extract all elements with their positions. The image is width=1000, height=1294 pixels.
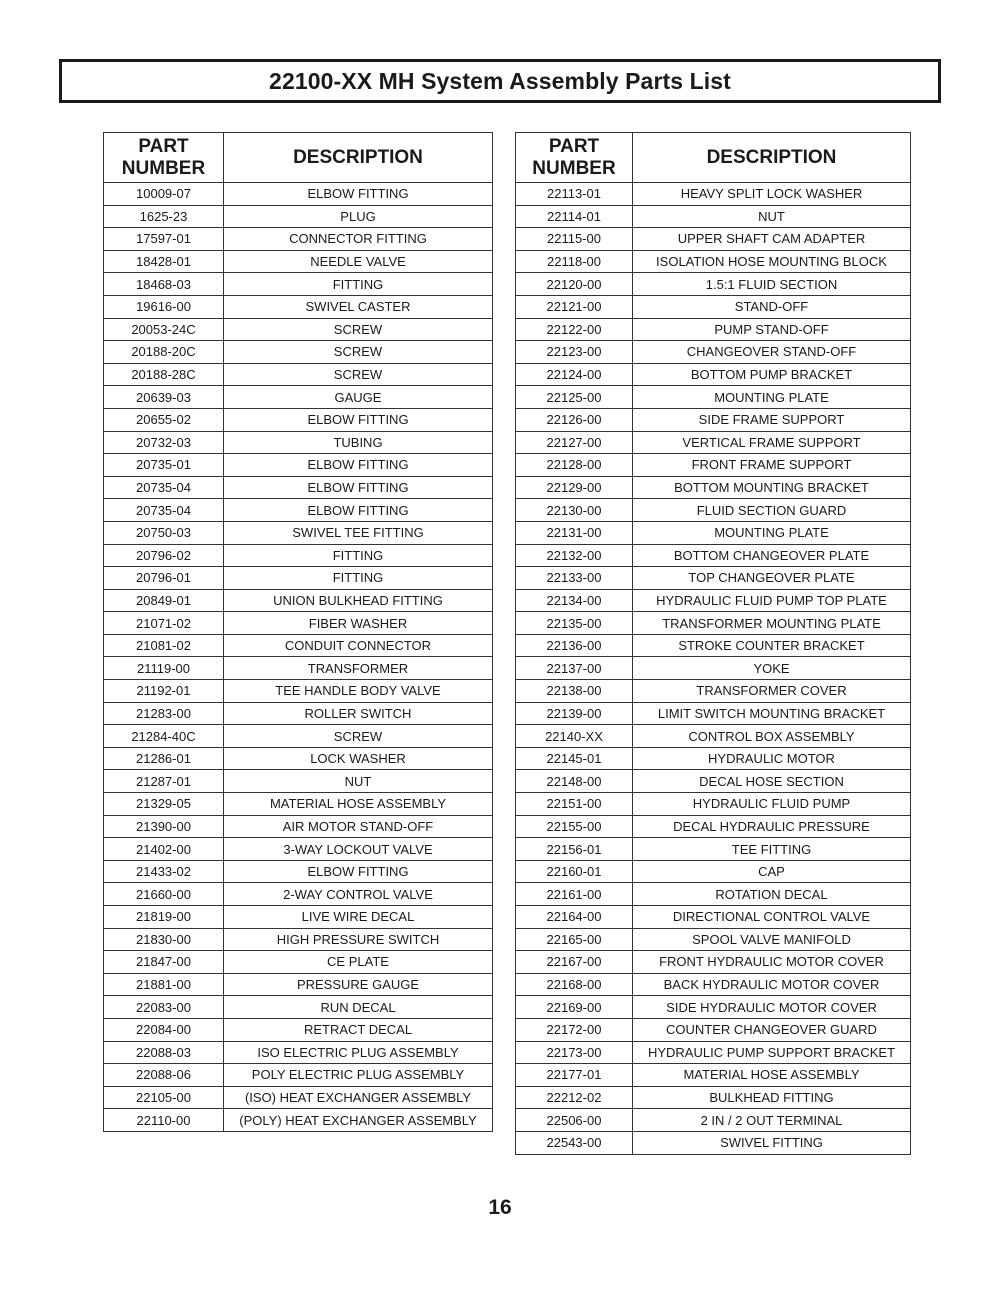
part-number-cell: 22084-00 bbox=[104, 1018, 224, 1041]
table-row bbox=[516, 521, 911, 544]
description-cell: 1.5:1 FLUID SECTION bbox=[633, 273, 911, 296]
title-box bbox=[59, 59, 941, 103]
table-row bbox=[516, 747, 911, 770]
description-cell: FRONT HYDRAULIC MOTOR COVER bbox=[633, 951, 911, 974]
table-row bbox=[516, 408, 911, 431]
table-row bbox=[104, 567, 493, 590]
description-cell: LIMIT SWITCH MOUNTING BRACKET bbox=[633, 702, 911, 725]
part-number-cell: 20053-24C bbox=[104, 318, 224, 341]
part-number-cell: 22137-00 bbox=[516, 657, 633, 680]
part-number-cell: 21881-00 bbox=[104, 973, 224, 996]
part-number-cell: 18428-01 bbox=[104, 250, 224, 273]
description-cell: DIRECTIONAL CONTROL VALVE bbox=[633, 906, 911, 929]
description-cell: FIBER WASHER bbox=[224, 612, 493, 635]
table-row bbox=[516, 702, 911, 725]
table-row bbox=[104, 1109, 493, 1132]
part-number-header bbox=[516, 133, 633, 183]
part-header-line1: PART bbox=[548, 135, 600, 157]
description-cell: PUMP STAND-OFF bbox=[633, 318, 911, 341]
table-row bbox=[516, 883, 911, 906]
description-cell: SIDE HYDRAULIC MOTOR COVER bbox=[633, 996, 911, 1019]
description-cell: (POLY) HEAT EXCHANGER ASSEMBLY bbox=[224, 1109, 493, 1132]
description-cell: CHANGEOVER STAND-OFF bbox=[633, 341, 911, 364]
part-number-cell: 22177-01 bbox=[516, 1064, 633, 1087]
part-number-cell: 22124-00 bbox=[516, 363, 633, 386]
description-cell: ELBOW FITTING bbox=[224, 860, 493, 883]
description-cell: ELBOW FITTING bbox=[224, 183, 493, 206]
description-cell: 3-WAY LOCKOUT VALVE bbox=[224, 838, 493, 861]
description-cell: COUNTER CHANGEOVER GUARD bbox=[633, 1018, 911, 1041]
description-cell: (ISO) HEAT EXCHANGER ASSEMBLY bbox=[224, 1086, 493, 1109]
table-row bbox=[516, 205, 911, 228]
part-number-cell: 21433-02 bbox=[104, 860, 224, 883]
part-number-cell: 22169-00 bbox=[516, 996, 633, 1019]
table-row bbox=[104, 634, 493, 657]
table-row bbox=[104, 521, 493, 544]
part-number-cell: 22131-00 bbox=[516, 521, 633, 544]
table-row bbox=[516, 815, 911, 838]
description-header: DESCRIPTION bbox=[633, 133, 911, 183]
part-number-cell: 22130-00 bbox=[516, 499, 633, 522]
table-row bbox=[516, 1131, 911, 1154]
table-row bbox=[104, 1041, 493, 1064]
part-number-cell: 22167-00 bbox=[516, 951, 633, 974]
description-cell: 2-WAY CONTROL VALVE bbox=[224, 883, 493, 906]
page-title: 22100-XX MH System Assembly Parts List bbox=[269, 67, 731, 94]
part-number-cell: 22135-00 bbox=[516, 612, 633, 635]
part-number-cell: 21286-01 bbox=[104, 747, 224, 770]
table-header-row bbox=[516, 133, 911, 183]
parts-table-right bbox=[515, 132, 911, 1155]
part-number-cell: 22543-00 bbox=[516, 1131, 633, 1154]
table-row bbox=[516, 1041, 911, 1064]
part-number-cell: 22168-00 bbox=[516, 973, 633, 996]
table-row bbox=[104, 747, 493, 770]
table-row bbox=[104, 838, 493, 861]
part-number-cell: 21283-00 bbox=[104, 702, 224, 725]
table-row bbox=[516, 680, 911, 703]
part-number-cell: 22155-00 bbox=[516, 815, 633, 838]
part-number-cell: 22115-00 bbox=[516, 228, 633, 251]
description-cell: MATERIAL HOSE ASSEMBLY bbox=[224, 793, 493, 816]
part-number-cell: 21329-05 bbox=[104, 793, 224, 816]
description-cell: LIVE WIRE DECAL bbox=[224, 906, 493, 929]
part-number-cell: 20188-20C bbox=[104, 341, 224, 364]
part-number-cell: 22148-00 bbox=[516, 770, 633, 793]
description-cell: HEAVY SPLIT LOCK WASHER bbox=[633, 183, 911, 206]
table-row bbox=[516, 634, 911, 657]
description-cell: BOTTOM CHANGEOVER PLATE bbox=[633, 544, 911, 567]
table-row bbox=[104, 612, 493, 635]
description-cell: TEE FITTING bbox=[633, 838, 911, 861]
part-number-cell: 22126-00 bbox=[516, 408, 633, 431]
table-row bbox=[104, 1086, 493, 1109]
description-cell: SCREW bbox=[224, 725, 493, 748]
table-row bbox=[516, 273, 911, 296]
table-row bbox=[516, 363, 911, 386]
part-number-header bbox=[104, 133, 224, 183]
description-cell: HYDRAULIC PUMP SUPPORT BRACKET bbox=[633, 1041, 911, 1064]
table-row bbox=[516, 499, 911, 522]
part-number-cell: 22118-00 bbox=[516, 250, 633, 273]
part-number-cell: 22164-00 bbox=[516, 906, 633, 929]
description-cell: CONDUIT CONNECTOR bbox=[224, 634, 493, 657]
table-row bbox=[104, 295, 493, 318]
description-cell: ELBOW FITTING bbox=[224, 476, 493, 499]
description-cell: SWIVEL TEE FITTING bbox=[224, 521, 493, 544]
description-cell: BACK HYDRAULIC MOTOR COVER bbox=[633, 973, 911, 996]
table-row bbox=[104, 815, 493, 838]
description-cell: ELBOW FITTING bbox=[224, 454, 493, 477]
table-row bbox=[516, 431, 911, 454]
part-number-cell: 22088-03 bbox=[104, 1041, 224, 1064]
table-row bbox=[516, 341, 911, 364]
table-row bbox=[516, 454, 911, 477]
part-number-cell: 20188-28C bbox=[104, 363, 224, 386]
description-cell: ELBOW FITTING bbox=[224, 499, 493, 522]
part-number-cell: 21402-00 bbox=[104, 838, 224, 861]
description-cell: UPPER SHAFT CAM ADAPTER bbox=[633, 228, 911, 251]
table-row bbox=[104, 228, 493, 251]
table-row bbox=[104, 499, 493, 522]
part-number-cell: 22173-00 bbox=[516, 1041, 633, 1064]
description-cell: TRANSFORMER MOUNTING PLATE bbox=[633, 612, 911, 635]
part-number-cell: 22121-00 bbox=[516, 295, 633, 318]
description-cell: FLUID SECTION GUARD bbox=[633, 499, 911, 522]
part-number-cell: 21119-00 bbox=[104, 657, 224, 680]
description-cell: SWIVEL CASTER bbox=[224, 295, 493, 318]
table-row bbox=[104, 589, 493, 612]
description-cell: YOKE bbox=[633, 657, 911, 680]
part-number-cell: 22139-00 bbox=[516, 702, 633, 725]
table-row bbox=[516, 1064, 911, 1087]
table-row bbox=[104, 725, 493, 748]
part-number-cell: 20796-01 bbox=[104, 567, 224, 590]
part-number-cell: 20735-04 bbox=[104, 476, 224, 499]
part-number-cell: 21071-02 bbox=[104, 612, 224, 635]
description-cell: SCREW bbox=[224, 363, 493, 386]
table-row bbox=[516, 250, 911, 273]
description-cell: TRANSFORMER COVER bbox=[633, 680, 911, 703]
description-cell: TOP CHANGEOVER PLATE bbox=[633, 567, 911, 590]
description-cell: NEEDLE VALVE bbox=[224, 250, 493, 273]
table-row bbox=[104, 657, 493, 680]
part-number-cell: 22114-01 bbox=[516, 205, 633, 228]
description-cell: HYDRAULIC FLUID PUMP TOP PLATE bbox=[633, 589, 911, 612]
description-cell: FITTING bbox=[224, 273, 493, 296]
description-cell: HYDRAULIC MOTOR bbox=[633, 747, 911, 770]
part-number-cell: 20639-03 bbox=[104, 386, 224, 409]
part-number-cell: 22120-00 bbox=[516, 273, 633, 296]
table-row bbox=[516, 318, 911, 341]
part-number-cell: 21284-40C bbox=[104, 725, 224, 748]
description-cell: MOUNTING PLATE bbox=[633, 521, 911, 544]
description-cell: STAND-OFF bbox=[633, 295, 911, 318]
description-cell: DECAL HYDRAULIC PRESSURE bbox=[633, 815, 911, 838]
table-row bbox=[516, 1086, 911, 1109]
table-row bbox=[516, 567, 911, 590]
description-cell: SCREW bbox=[224, 341, 493, 364]
table-row bbox=[516, 612, 911, 635]
table-row bbox=[104, 770, 493, 793]
table-row bbox=[516, 183, 911, 206]
table-row bbox=[516, 838, 911, 861]
table-row bbox=[516, 589, 911, 612]
table-row bbox=[104, 883, 493, 906]
table-row bbox=[516, 996, 911, 1019]
part-number-cell: 22122-00 bbox=[516, 318, 633, 341]
table-row bbox=[104, 906, 493, 929]
table-row bbox=[104, 341, 493, 364]
part-number-cell: 22156-01 bbox=[516, 838, 633, 861]
part-number-cell: 20735-01 bbox=[104, 454, 224, 477]
part-number-cell: 22138-00 bbox=[516, 680, 633, 703]
description-cell: SIDE FRAME SUPPORT bbox=[633, 408, 911, 431]
part-number-cell: 22113-01 bbox=[516, 183, 633, 206]
table-row bbox=[104, 205, 493, 228]
page-number: 16 bbox=[488, 1196, 512, 1219]
part-number-cell: 21287-01 bbox=[104, 770, 224, 793]
description-cell: FITTING bbox=[224, 544, 493, 567]
description-cell: POLY ELECTRIC PLUG ASSEMBLY bbox=[224, 1064, 493, 1087]
table-row bbox=[104, 951, 493, 974]
description-cell: ISO ELECTRIC PLUG ASSEMBLY bbox=[224, 1041, 493, 1064]
description-cell: CE PLATE bbox=[224, 951, 493, 974]
table-row bbox=[516, 860, 911, 883]
description-cell: HYDRAULIC FLUID PUMP bbox=[633, 793, 911, 816]
description-cell: MATERIAL HOSE ASSEMBLY bbox=[633, 1064, 911, 1087]
part-number-cell: 22133-00 bbox=[516, 567, 633, 590]
part-number-cell: 22127-00 bbox=[516, 431, 633, 454]
description-cell: HIGH PRESSURE SWITCH bbox=[224, 928, 493, 951]
table-row bbox=[104, 1018, 493, 1041]
part-number-cell: 22134-00 bbox=[516, 589, 633, 612]
description-cell: RUN DECAL bbox=[224, 996, 493, 1019]
part-number-cell: 21819-00 bbox=[104, 906, 224, 929]
part-header-line1: PART bbox=[138, 135, 189, 157]
description-cell: RETRACT DECAL bbox=[224, 1018, 493, 1041]
part-number-cell: 10009-07 bbox=[104, 183, 224, 206]
part-number-cell: 22160-01 bbox=[516, 860, 633, 883]
description-cell: 2 IN / 2 OUT TERMINAL bbox=[633, 1109, 911, 1132]
table-row bbox=[516, 386, 911, 409]
description-cell: AIR MOTOR STAND-OFF bbox=[224, 815, 493, 838]
description-cell: BULKHEAD FITTING bbox=[633, 1086, 911, 1109]
part-number-cell: 21192-01 bbox=[104, 680, 224, 703]
table-row bbox=[516, 793, 911, 816]
parts-table-left bbox=[103, 132, 493, 1132]
table-row bbox=[516, 657, 911, 680]
table-row bbox=[104, 408, 493, 431]
table-row bbox=[516, 770, 911, 793]
description-cell: SWIVEL FITTING bbox=[633, 1131, 911, 1154]
table-row bbox=[104, 928, 493, 951]
description-header: DESCRIPTION bbox=[224, 133, 493, 183]
part-number-cell: 20732-03 bbox=[104, 431, 224, 454]
table-row bbox=[104, 860, 493, 883]
part-number-cell: 21081-02 bbox=[104, 634, 224, 657]
description-cell: NUT bbox=[633, 205, 911, 228]
part-number-cell: 21847-00 bbox=[104, 951, 224, 974]
part-number-cell: 22151-00 bbox=[516, 793, 633, 816]
description-cell: ISOLATION HOSE MOUNTING BLOCK bbox=[633, 250, 911, 273]
table-row bbox=[104, 1064, 493, 1087]
part-header-line2: NUMBER bbox=[121, 157, 206, 179]
parts-table-right-body bbox=[516, 183, 911, 1155]
part-header-line2: NUMBER bbox=[532, 157, 616, 179]
description-cell: ELBOW FITTING bbox=[224, 408, 493, 431]
table-row bbox=[516, 228, 911, 251]
table-row bbox=[104, 183, 493, 206]
description-cell: SPOOL VALVE MANIFOLD bbox=[633, 928, 911, 951]
description-cell: UNION BULKHEAD FITTING bbox=[224, 589, 493, 612]
part-number-cell: 22165-00 bbox=[516, 928, 633, 951]
part-number-cell: 17597-01 bbox=[104, 228, 224, 251]
description-cell: ROLLER SWITCH bbox=[224, 702, 493, 725]
description-cell: BOTTOM PUMP BRACKET bbox=[633, 363, 911, 386]
description-cell: TRANSFORMER bbox=[224, 657, 493, 680]
part-number-cell: 22128-00 bbox=[516, 454, 633, 477]
part-number-cell: 22110-00 bbox=[104, 1109, 224, 1132]
part-number-cell: 20849-01 bbox=[104, 589, 224, 612]
description-cell: FITTING bbox=[224, 567, 493, 590]
description-cell: NUT bbox=[224, 770, 493, 793]
table-row bbox=[516, 1018, 911, 1041]
table-row bbox=[104, 476, 493, 499]
part-number-cell: 20796-02 bbox=[104, 544, 224, 567]
table-row bbox=[104, 386, 493, 409]
description-cell: VERTICAL FRAME SUPPORT bbox=[633, 431, 911, 454]
description-cell: CAP bbox=[633, 860, 911, 883]
part-number-cell: 20735-04 bbox=[104, 499, 224, 522]
description-cell: PLUG bbox=[224, 205, 493, 228]
part-number-cell: 22172-00 bbox=[516, 1018, 633, 1041]
part-number-cell: 22145-01 bbox=[516, 747, 633, 770]
table-row bbox=[104, 702, 493, 725]
description-cell: SCREW bbox=[224, 318, 493, 341]
part-number-cell: 22212-02 bbox=[516, 1086, 633, 1109]
part-number-cell: 21660-00 bbox=[104, 883, 224, 906]
description-cell: TUBING bbox=[224, 431, 493, 454]
part-number-cell: 22136-00 bbox=[516, 634, 633, 657]
description-cell: GAUGE bbox=[224, 386, 493, 409]
description-cell: STROKE COUNTER BRACKET bbox=[633, 634, 911, 657]
table-row bbox=[516, 1109, 911, 1132]
part-number-cell: 22140-XX bbox=[516, 725, 633, 748]
description-cell: PRESSURE GAUGE bbox=[224, 973, 493, 996]
part-number-cell: 21830-00 bbox=[104, 928, 224, 951]
table-row bbox=[104, 680, 493, 703]
table-row bbox=[104, 318, 493, 341]
part-number-cell: 20655-02 bbox=[104, 408, 224, 431]
table-row bbox=[104, 793, 493, 816]
description-cell: TEE HANDLE BODY VALVE bbox=[224, 680, 493, 703]
part-number-cell: 22105-00 bbox=[104, 1086, 224, 1109]
part-number-cell: 18468-03 bbox=[104, 273, 224, 296]
part-number-cell: 22132-00 bbox=[516, 544, 633, 567]
description-cell: CONNECTOR FITTING bbox=[224, 228, 493, 251]
description-cell: BOTTOM MOUNTING BRACKET bbox=[633, 476, 911, 499]
table-row bbox=[104, 973, 493, 996]
part-number-cell: 19616-00 bbox=[104, 295, 224, 318]
part-number-cell: 22125-00 bbox=[516, 386, 633, 409]
table-row bbox=[516, 476, 911, 499]
part-number-cell: 21390-00 bbox=[104, 815, 224, 838]
part-number-cell: 22123-00 bbox=[516, 341, 633, 364]
table-row bbox=[104, 996, 493, 1019]
description-cell: CONTROL BOX ASSEMBLY bbox=[633, 725, 911, 748]
table-row bbox=[516, 295, 911, 318]
table-row bbox=[516, 544, 911, 567]
part-number-cell: 22161-00 bbox=[516, 883, 633, 906]
table-row bbox=[104, 544, 493, 567]
part-number-cell: 22088-06 bbox=[104, 1064, 224, 1087]
table-row bbox=[516, 928, 911, 951]
description-cell: LOCK WASHER bbox=[224, 747, 493, 770]
parts-table-left-body bbox=[104, 183, 493, 1132]
table-row bbox=[104, 454, 493, 477]
part-number-cell: 20750-03 bbox=[104, 521, 224, 544]
table-row bbox=[104, 273, 493, 296]
table-header-row bbox=[104, 133, 493, 183]
description-cell: FRONT FRAME SUPPORT bbox=[633, 454, 911, 477]
table-row bbox=[516, 973, 911, 996]
table-row bbox=[516, 725, 911, 748]
table-row bbox=[516, 906, 911, 929]
part-number-cell: 22506-00 bbox=[516, 1109, 633, 1132]
description-cell: ROTATION DECAL bbox=[633, 883, 911, 906]
table-row bbox=[516, 951, 911, 974]
table-row bbox=[104, 431, 493, 454]
part-number-cell: 22083-00 bbox=[104, 996, 224, 1019]
description-cell: MOUNTING PLATE bbox=[633, 386, 911, 409]
table-row bbox=[104, 250, 493, 273]
part-number-cell: 1625-23 bbox=[104, 205, 224, 228]
table-row bbox=[104, 363, 493, 386]
description-cell: DECAL HOSE SECTION bbox=[633, 770, 911, 793]
part-number-cell: 22129-00 bbox=[516, 476, 633, 499]
